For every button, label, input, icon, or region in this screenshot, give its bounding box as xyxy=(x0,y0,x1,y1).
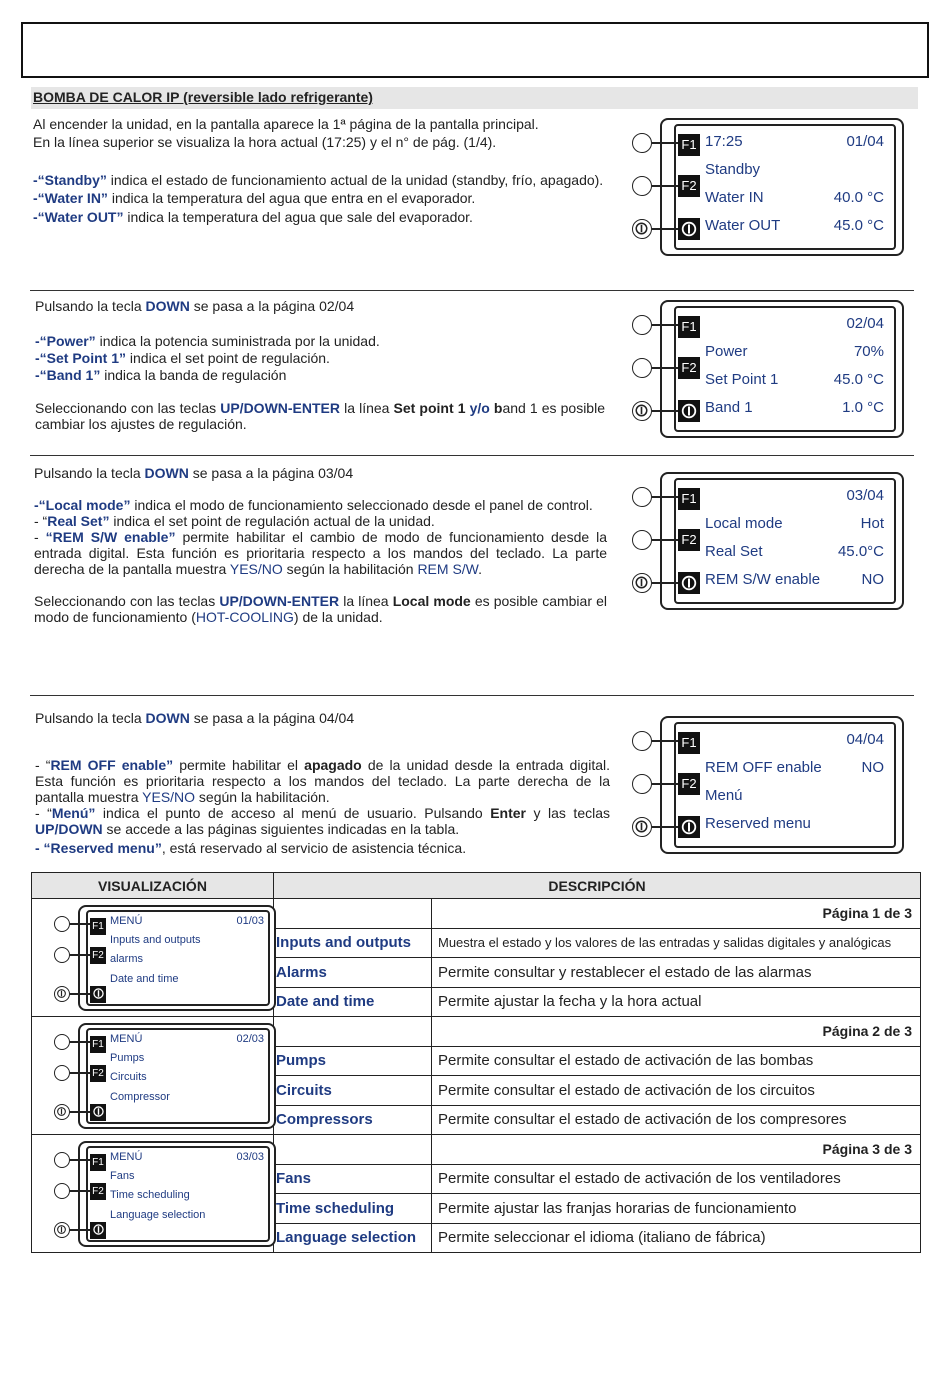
f1-button[interactable] xyxy=(632,731,652,751)
page-label-2: Página 2 de 3 xyxy=(432,1017,921,1047)
lcd-display-page-4 xyxy=(632,716,904,854)
f1-label: F1 xyxy=(90,1154,106,1171)
menu-desc: Muestra el estado y los valores de las entradas y salidas digitales y analógicas xyxy=(432,928,921,958)
menu-item-language-selection: Language selection xyxy=(274,1223,432,1253)
standby-desc: indica el estado de funcionamiento actual de la unidad (standby, frío, apagado). xyxy=(106,172,604,188)
menu-desc: Permite consultar el estado de activación de los ventiladores xyxy=(432,1164,921,1194)
menu-lcd-cell-2 xyxy=(32,1017,274,1135)
divider-1 xyxy=(30,290,914,291)
lcd-row-2-left: Pumps xyxy=(110,1052,145,1064)
power-button[interactable] xyxy=(632,817,652,837)
f2-button[interactable] xyxy=(632,774,652,794)
lcd-row-1-right: 03/03 xyxy=(236,1151,264,1163)
f1-button[interactable] xyxy=(54,916,70,932)
menu-desc: Permite consultar el estado de activación de los compresores xyxy=(432,1105,921,1135)
f1-label: F1 xyxy=(678,488,700,510)
lcd-display-page-1 xyxy=(632,118,904,256)
lcd-row-1-right: 02/04 xyxy=(846,315,884,332)
lcd-row-3-left: Time scheduling xyxy=(110,1189,190,1201)
lcd-row-4-right: NO xyxy=(861,571,884,588)
lcd-row-1-right: 02/03 xyxy=(236,1033,264,1045)
lcd-row-1-right: 01/03 xyxy=(236,915,264,927)
f2-label: F2 xyxy=(678,529,700,551)
lcd-row-3-left: Water IN xyxy=(705,189,764,206)
lcd-row-4-left: Compressor xyxy=(110,1091,170,1103)
power-button[interactable] xyxy=(632,219,652,239)
f2-label: F2 xyxy=(90,1183,106,1200)
lcd-row-1-right: 01/04 xyxy=(846,133,884,150)
lcd-row-2-left: Local mode xyxy=(705,515,783,532)
power-label-icon xyxy=(678,400,700,422)
menu-item-alarms: Alarms xyxy=(274,958,432,988)
water-in-key: -“Water IN” xyxy=(33,190,108,206)
water-out-desc: indica la temperatura del agua que sale del evaporador. xyxy=(123,209,473,225)
water-in-desc: indica la temperatura del agua que entra en el evaporador. xyxy=(107,190,476,206)
lcd-row-2-left: Standby xyxy=(705,161,761,178)
f1-button[interactable] xyxy=(632,487,652,507)
header-descripcion: DESCRIPCIÓN xyxy=(274,873,921,899)
menu-lcd-page-3 xyxy=(54,1141,276,1247)
f2-button[interactable] xyxy=(54,947,70,963)
table-row xyxy=(274,1135,432,1165)
power-button[interactable] xyxy=(54,986,70,1002)
f1-label: F1 xyxy=(678,732,700,754)
menu-item-fans: Fans xyxy=(274,1164,432,1194)
lcd-row-4-left: Band 1 xyxy=(705,399,753,416)
menu-desc: Permite consultar el estado de activación de los circuitos xyxy=(432,1076,921,1106)
lcd-row-3-right: 45.0 °C xyxy=(833,371,884,388)
f1-label: F1 xyxy=(678,316,700,338)
power-button[interactable] xyxy=(632,573,652,593)
f2-button[interactable] xyxy=(54,1065,70,1081)
power-icon xyxy=(56,1224,67,1235)
lcd-row-3-right: 45.0°C xyxy=(837,543,884,560)
lcd-display-page-3 xyxy=(632,472,904,610)
lcd-row-2-left: Fans xyxy=(110,1170,135,1182)
menu-item-pumps: Pumps xyxy=(274,1046,432,1076)
intro-line-2: En la línea superior se visualiza la hora actual (17:25) y el n° de pág. (1/4). xyxy=(33,134,497,150)
page2-text: Pulsando la tecla DOWN se pasa a la página 02/04 -“Power” indica la potencia suministrada por la unidad. -“Set Point 1” indica el set point de regulación. -“Band 1” indica la banda de regulación Seleccionando con las teclas UP/DOWN-ENTER la línea Set point 1 y/o band 1 es posible cambiar los ajustes de regulación. xyxy=(35,298,605,432)
power-label-icon xyxy=(678,218,700,240)
menu-item-circuits: Circuits xyxy=(274,1076,432,1106)
f1-button[interactable] xyxy=(54,1152,70,1168)
standby-key: -“Standby” xyxy=(33,172,107,188)
f2-label: F2 xyxy=(678,175,700,197)
lcd-row-1-right: 04/04 xyxy=(846,731,884,748)
menu-table xyxy=(31,872,921,1253)
menu-item-date-time: Date and time xyxy=(274,987,432,1017)
f2-label: F2 xyxy=(90,947,106,964)
lcd-row-4-left: Date and time xyxy=(110,973,179,985)
power-label-icon xyxy=(90,1222,106,1239)
menu-item-compressors: Compressors xyxy=(274,1105,432,1135)
table-row xyxy=(274,1017,432,1047)
menu-desc: Permite consultar y restablecer el estado de las alarmas xyxy=(432,958,921,988)
lcd-row-3-right: 40.0 °C xyxy=(833,189,884,206)
f2-button[interactable] xyxy=(54,1183,70,1199)
lcd-row-4-left: Reserved menu xyxy=(705,815,811,832)
power-icon xyxy=(56,1106,67,1117)
f1-label: F1 xyxy=(90,918,106,935)
menu-item-inputs-outputs: Inputs and outputs xyxy=(274,928,432,958)
lcd-row-3-left: Set Point 1 xyxy=(705,371,779,388)
page3-text: Pulsando la tecla DOWN se pasa a la página 03/04 -“Local mode” indica el modo de funcionamiento seleccionado desde el panel de control. - “Real Set” indica el set point de regulación actual de la unidad. - “REM S/W enable” permite habilitar el cambio de modo de funcionamiento desde la entrada digital. Esta función es prioritaria respecto a los mandos del teclado. La parte derecha de la pantalla muestra YES/NO según la habilitación REM S/W. Seleccionando con las teclas UP/DOWN-ENTER la línea Local mode es posible cambiar el modo de funcionamiento (HOT-COOLING) de la unidad. xyxy=(34,465,608,625)
menu-lcd-cell-3 xyxy=(32,1135,274,1253)
power-button[interactable] xyxy=(54,1222,70,1238)
f2-label: F2 xyxy=(678,357,700,379)
menu-desc: Permite ajustar la fecha y la hora actual xyxy=(432,987,921,1017)
f1-label: F1 xyxy=(90,1036,106,1053)
power-icon xyxy=(56,988,67,999)
page-label-1: Página 1 de 3 xyxy=(432,899,921,929)
lcd-display-page-2 xyxy=(632,300,904,438)
table-row xyxy=(274,899,432,929)
lcd-row-3-left: Real Set xyxy=(705,543,763,560)
intro-text xyxy=(33,116,613,225)
menu-desc: Permite seleccionar el idioma (italiano de fábrica) xyxy=(432,1223,921,1253)
lcd-row-4-right: 45.0 °C xyxy=(833,217,884,234)
lcd-row-4-left: Language selection xyxy=(110,1209,206,1221)
power-label-icon xyxy=(678,572,700,594)
f1-button[interactable] xyxy=(632,133,652,153)
f1-button[interactable] xyxy=(632,315,652,335)
section-title: BOMBA DE CALOR IP (reversible lado refrigerante) xyxy=(31,87,918,109)
page-label-3: Página 3 de 3 xyxy=(432,1135,921,1165)
power-label-icon xyxy=(90,1104,106,1121)
menu-item-time-scheduling: Time scheduling xyxy=(274,1194,432,1224)
menu-desc: Permite consultar el estado de activación de las bombas xyxy=(432,1046,921,1076)
f2-button[interactable] xyxy=(632,530,652,550)
lcd-row-3-left: Menú xyxy=(705,787,743,804)
lcd-row-3-left: Circuits xyxy=(110,1071,147,1083)
lcd-row-2-right: Hot xyxy=(860,515,884,532)
menu-desc: Permite ajustar las franjas horarias de funcionamiento xyxy=(432,1194,921,1224)
divider-3 xyxy=(30,695,914,696)
water-out-key: -“Water OUT” xyxy=(33,209,124,225)
power-icon xyxy=(634,819,649,834)
lcd-row-1-left: MENÚ xyxy=(110,915,143,927)
f1-button[interactable] xyxy=(54,1034,70,1050)
power-label-icon xyxy=(90,986,106,1003)
lcd-row-4-left: REM S/W enable xyxy=(705,571,821,588)
menu-lcd-cell-1 xyxy=(32,899,274,1017)
page4-text: Pulsando la tecla DOWN se pasa a la página 04/04 - “REM OFF enable” permite habilitar el apagado de la unidad desde la entrada digital. Esta función es prioritaria respecto a los mandos del teclado. La parte derecha de la pantalla muestra YES/NO según la habilitación. - “Menú” indica el punto de acceso al menú de usuario. Pulsando Enter y las teclas UP/DOWN se accede a las páginas siguientes indicadas en la tabla. - “Reserved menu”, está reservado al servicio de asistencia técnica. xyxy=(35,710,610,856)
f1-label: F1 xyxy=(678,134,700,156)
power-icon xyxy=(634,575,649,590)
power-icon xyxy=(634,221,649,236)
power-button[interactable] xyxy=(632,401,652,421)
f2-label: F2 xyxy=(678,773,700,795)
lcd-row-2-left: Power xyxy=(705,343,748,360)
f2-label: F2 xyxy=(90,1065,106,1082)
lcd-row-2-right: 70% xyxy=(853,343,884,360)
lcd-row-3-left: alarms xyxy=(110,953,144,965)
lcd-row-4-right: 1.0 °C xyxy=(842,399,884,416)
intro-line-1: Al encender la unidad, en la pantalla aparece la 1ª página de la pantalla principal. xyxy=(33,116,539,132)
power-button[interactable] xyxy=(54,1104,70,1120)
lcd-row-1-right: 03/04 xyxy=(846,487,884,504)
power-icon xyxy=(634,403,649,418)
f2-button[interactable] xyxy=(632,358,652,378)
header-box xyxy=(21,22,929,78)
lcd-row-1-left: 17:25 xyxy=(705,133,743,150)
lcd-row-2-right: NO xyxy=(861,759,884,776)
power-label-icon xyxy=(678,816,700,838)
lcd-row-4-left: Water OUT xyxy=(705,217,781,234)
lcd-row-2-left: Inputs and outputs xyxy=(110,934,201,946)
lcd-row-2-left: REM OFF enable xyxy=(705,759,822,776)
f2-button[interactable] xyxy=(632,176,652,196)
menu-lcd-page-2 xyxy=(54,1023,276,1129)
lcd-row-1-left: MENÚ xyxy=(110,1033,143,1045)
header-visualizacion: VISUALIZACIÓN xyxy=(32,873,274,899)
menu-lcd-page-1 xyxy=(54,905,276,1011)
divider-2 xyxy=(30,455,914,456)
lcd-row-1-left: MENÚ xyxy=(110,1151,143,1163)
